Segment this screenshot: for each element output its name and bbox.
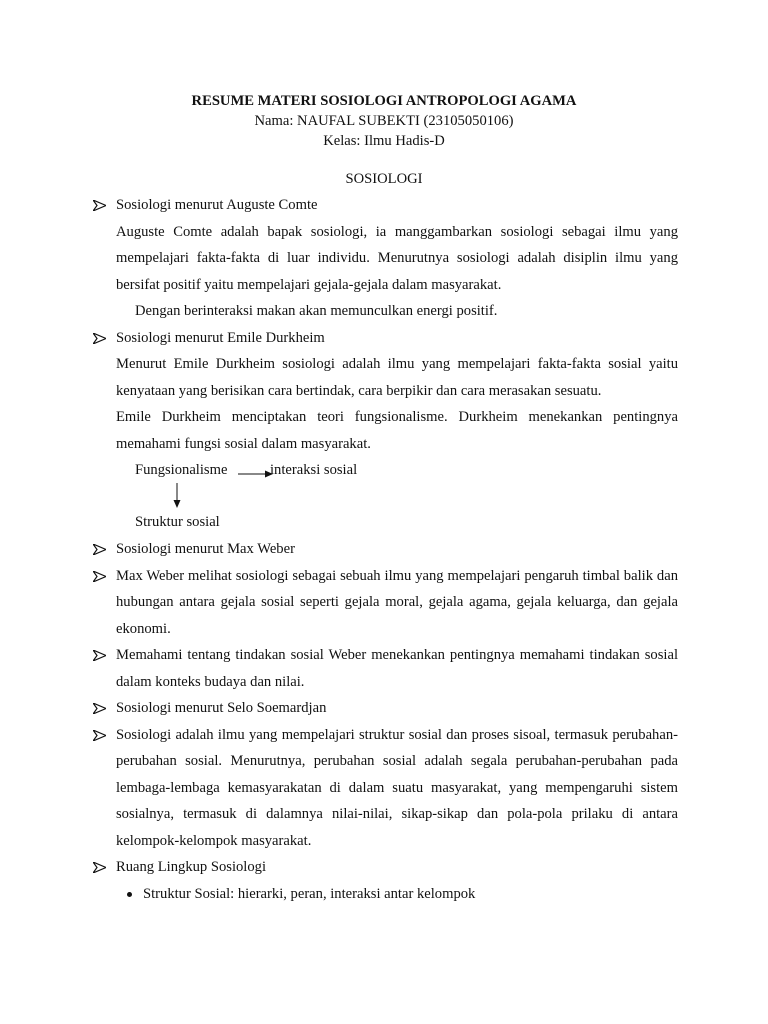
paragraph-weber-2: Memahami tentang tindakan sosial Weber menekankan pentingnya memahami tindakan sosial dalam konteks budaya dan nilai. [116,647,678,690]
section-heading: SOSIOLOGI [345,171,423,187]
heading-weber: Sosiologi menurut Max Weber [116,541,295,557]
arrow-bullet-icon [93,563,107,590]
paragraph-weber-1: Max Weber melihat sosiologi sebagai sebuah ilmu yang mempelajari pengaruh timbal balik dan hubungan antara gejala sosial seperti gejala moral, gejala agama, gejala keluarga, dan gejala ekonomi. [116,567,678,637]
arrow-bullet-icon [93,192,107,219]
arrow-bullet-icon [93,722,107,749]
diagram-node-struktur: Struktur sosial [135,514,220,530]
heading-selo: Sosiologi menurut Selo Soemardjan [116,700,327,716]
fungsionalisme-diagram [135,457,678,536]
list-item [93,881,678,908]
list-item-selo-body [93,722,678,855]
heading-comte: Sosiologi menurut Auguste Comte [116,197,318,213]
down-arrow-icon [173,483,181,509]
list-item-comte [93,192,678,219]
arrow-bullet-icon [93,536,107,563]
list-item-weber-body-2 [93,642,678,695]
list-item-selo [93,695,678,722]
diagram-node-interaksi: interaksi sosial [270,462,358,478]
paragraph-selo: Sosiologi adalah ilmu yang mempelajari struktur sosial dan proses sisoal, termasuk perubahan-perubahan sosial. Menurutnya, perubahan sosial adalah segala perubahan-perubahan pada lembaga-lembaga kemasyarakatan di dalam suatu masyarakat, yang mempengaruhi sistem sosialnya, termasuk di dalamnya nilai-nilai, sikap-sikap dan pola-pola prilaku di antara kelompok-kelompok masyarakat. [116,726,678,849]
author-name: Nama: NAUFAL SUBEKTI (23105050106) [254,113,514,129]
document-title: RESUME MATERI SOSIOLOGI ANTROPOLOGI AGAMA [191,93,577,109]
list-item-weber-body-1 [93,563,678,643]
paragraph-comte: Auguste Comte adalah bapak sosiologi, ia manggambarkan sosiologi sebagai ilmu yang mempelajari fakta-fakta di luar individu. Menurutnya sosiologi adalah disiplin ilmu yang bersifat positif yaitu mempelajari gejala-gejala dalam masyarakat. [116,223,678,293]
list-item-durkheim [93,325,678,352]
arrow-bullet-icon [93,854,107,881]
arrow-bullet-icon [93,325,107,352]
diagram-node-fungsionalisme: Fungsionalisme [135,462,228,478]
document-body [93,192,678,907]
list-item-weber [93,536,678,563]
heading-ruang: Ruang Lingkup Sosiologi [116,859,266,875]
bullet-dot-icon [127,892,132,897]
right-arrow-icon [238,470,274,478]
list-item-ruang [93,854,678,881]
paragraph-durkheim-2: Emile Durkheim menciptakan teori fungsionalisme. Durkheim menekankan pentingnya memahami fungsi sosial dalam masyarakat. [116,409,678,452]
bullet-text: Struktur Sosial: hierarki, peran, interaksi antar kelompok [143,885,476,902]
note-comte: Dengan berinteraksi makan akan memunculkan energi positif. [135,303,498,319]
class-info: Kelas: Ilmu Hadis-D [323,133,445,149]
heading-durkheim: Sosiologi menurut Emile Durkheim [116,329,325,346]
arrow-bullet-icon [93,642,107,669]
paragraph-durkheim-1: Menurut Emile Durkheim sosiologi adalah ilmu yang mempelajari fakta-fakta sosial yaitu kenyataan yang berisikan cara bertindak, cara berpikir dan cara merasakan sesuatu. [116,356,678,399]
arrow-bullet-icon [93,695,107,722]
